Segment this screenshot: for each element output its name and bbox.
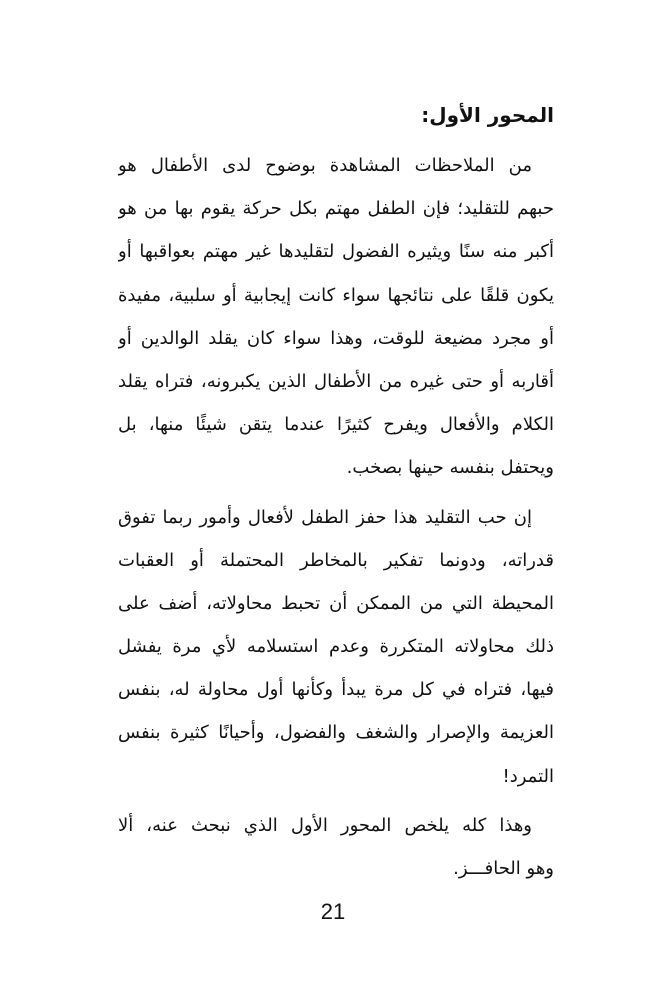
text-line: أو مجرد مضيعة للوقت، وهذا سواء كان يقلد الوالدين أو (118, 327, 554, 349)
text-line: حبهم للتقليد؛ فإن الطفل مهتم بكل حركة يقوم بها من هو (118, 198, 554, 220)
page-number: 21 (320, 899, 346, 924)
paragraph-2 (118, 496, 554, 798)
text-line: المحيطة التي من الممكن أن تحبط محاولاته، أضف على (118, 592, 554, 614)
paragraph-3 (118, 804, 554, 890)
text-line: وهو الحافـــز. (453, 858, 554, 879)
text-line: العزيمة والإصرار والشغف والفضول، وأحيانًا كثيرة بنفس (118, 722, 554, 744)
page-body (118, 98, 554, 896)
paragraph-1 (118, 144, 554, 490)
text-line: يكون قلقًا على نتائجها سواء كانت إيجابية أو سلبية، مفيدة (118, 284, 554, 306)
text-line: إن حب التقليد هذا حفز الطفل لأفعال وأمور ربما تفوق (118, 506, 532, 528)
text-line: وهذا كله يلخص المحور الأول الذي نبحث عنه، ألا (118, 814, 532, 836)
text-line: قدراته، ودونما تفكير بالمخاطر المحتملة أو العقبات (118, 549, 554, 571)
text-line: فيها، فتراه في كل مرة يبدأ وكأنها أول محاولة له، بنفس (118, 679, 554, 701)
text-line: الكلام والأفعال ويفرح كثيرًا عندما يتقن شيئًا منها، بل (118, 414, 554, 436)
text-line: أقاربه أو حتى غيره من الأطفال الذين يكبرونه، فتراه يقلد (118, 370, 554, 392)
text-line: التمرد! (502, 765, 554, 787)
text-line: ذلك محاولاته المتكررة وعدم استسلامه لأي مرة يفشل (118, 636, 554, 658)
text-line: أكبر منه سنًا ويثيره الفضول لتقليدها غير مهتم بعواقبها أو (118, 241, 554, 263)
text-line: ويحتفل بنفسه حينها بصخب. (346, 457, 554, 479)
section-heading: المحور الأول: (421, 103, 554, 127)
text-line: من الملاحظات المشاهدة بوضوح لدى الأطفال هو (118, 155, 532, 176)
